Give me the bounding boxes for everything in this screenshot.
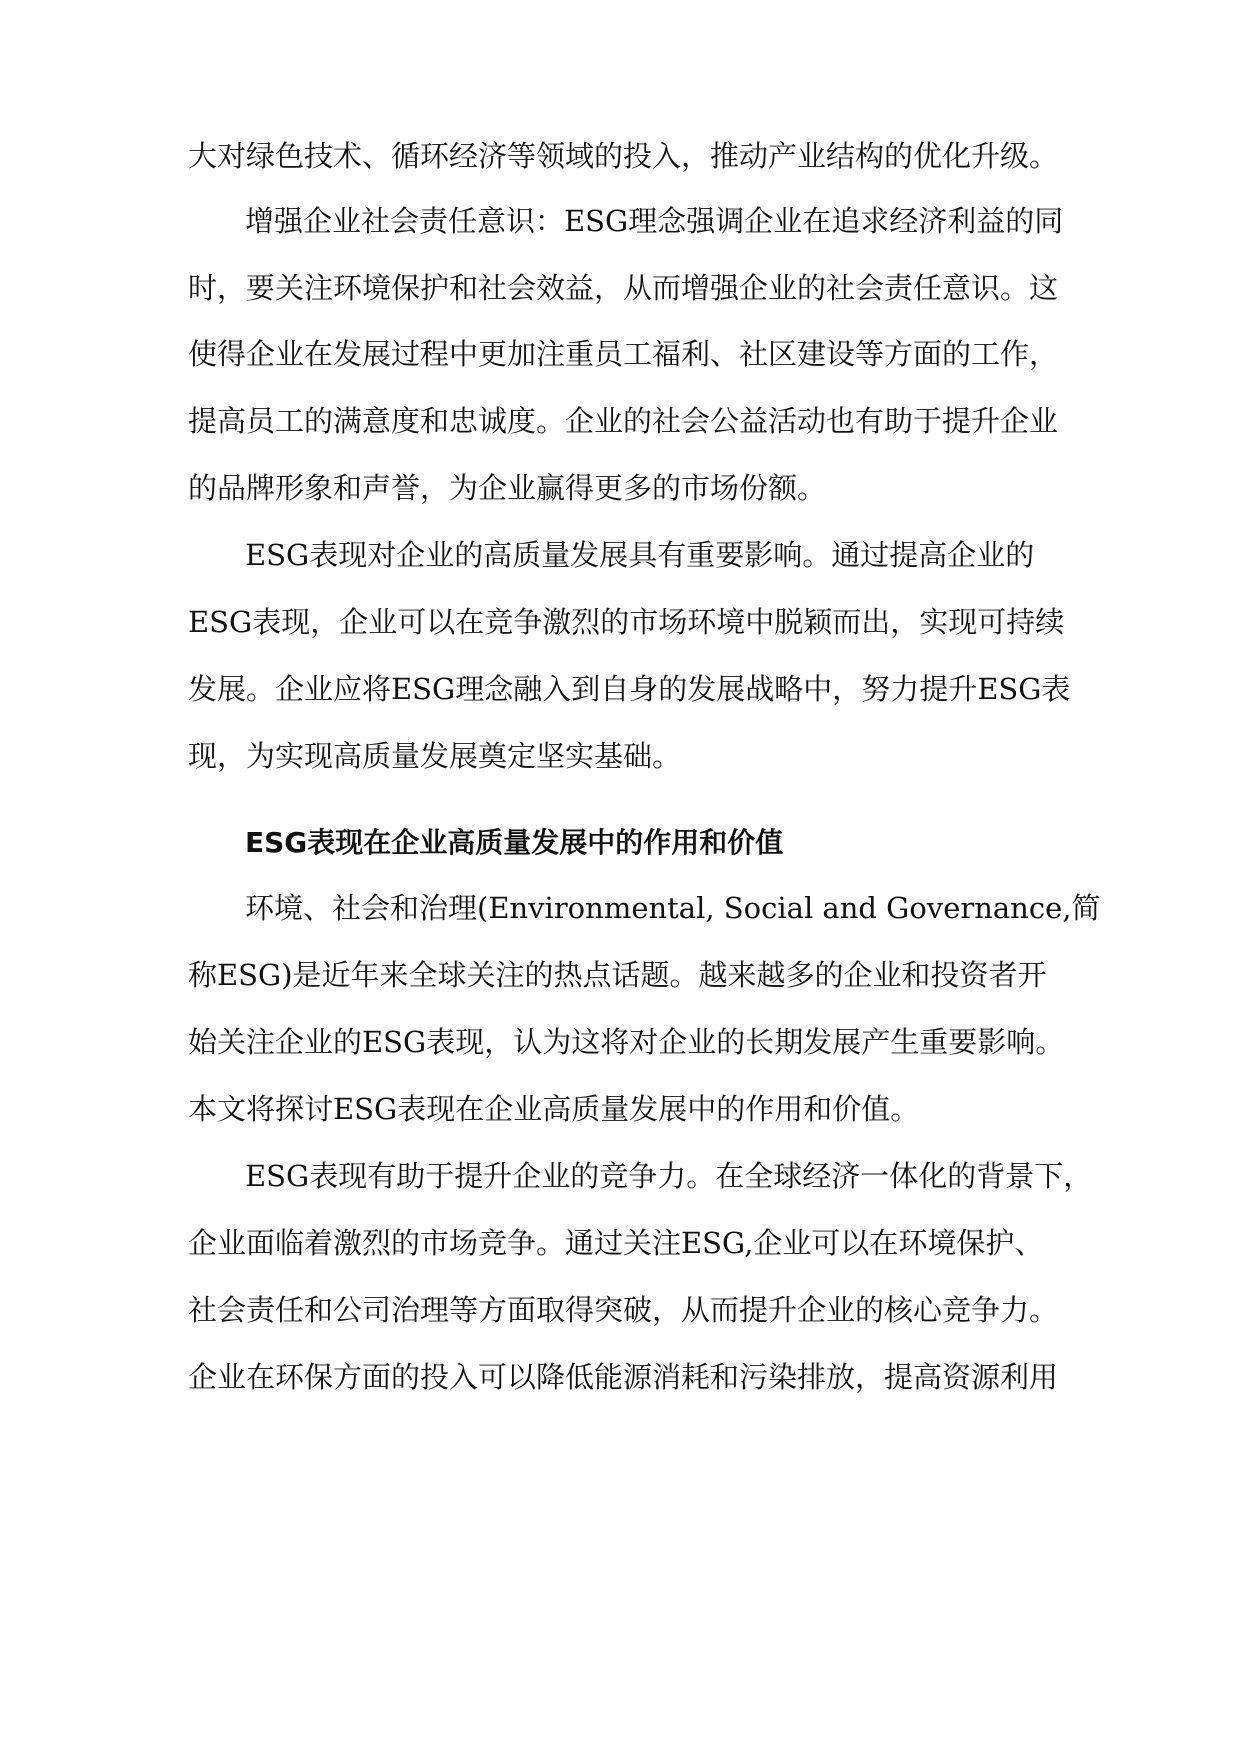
section-heading: ESG表现在企业高质量发展中的作用和价值	[245, 826, 784, 859]
paragraph-line: 的品牌形象和声誉，为企业赢得更多的市场份额。	[188, 471, 827, 505]
paragraph-line: ESG表现，企业可以在竞争激烈的市场环境中脱颖而出，实现可持续	[188, 605, 1065, 639]
paragraph-line: 使得企业在发展过程中更加注重员工福利、社区建设等方面的工作，	[188, 337, 1059, 371]
paragraph-line: 始关注企业的ESG表现，认为这将对企业的长期发展产生重要影响。	[188, 1025, 1065, 1059]
paragraph-line: 企业面临着激烈的市场竞争。通过关注ESG,企业可以在环境保护、	[188, 1226, 1044, 1260]
paragraph-line: 时，要关注环境保护和社会效益，从而增强企业的社会责任意识。这	[188, 271, 1059, 305]
paragraph-line: 称ESG)是近年来全球关注的热点话题。越来越多的企业和投资者开	[188, 958, 1047, 992]
paragraph-line: 社会责任和公司治理等方面取得突破，从而提升企业的核心竞争力。	[188, 1293, 1059, 1327]
paragraph-line: 发展。企业应将ESG理念融入到自身的发展战略中，努力提升ESG表	[188, 672, 1071, 706]
paragraph-line: 增强企业社会责任意识：ESG理念强调企业在追求经济利益的同	[245, 204, 1064, 238]
paragraph-line: 环境、社会和治理(Environmental, Social and Governance,简	[245, 891, 1101, 925]
paragraph-line: ESG表现有助于提升企业的竞争力。在全球经济一体化的背景下，	[245, 1159, 1093, 1193]
paragraph-line: ESG表现对企业的高质量发展具有重要影响。通过提高企业的	[245, 538, 1035, 572]
paragraph-line: 大对绿色技术、循环经济等领域的投入，推动产业结构的优化升级。	[188, 139, 1059, 173]
paragraph-line: 现，为实现高质量发展奠定坚实基础。	[188, 739, 682, 773]
paragraph-line: 企业在环保方面的投入可以降低能源消耗和污染排放，提高资源利用	[188, 1360, 1059, 1394]
paragraph-line: 本文将探讨ESG表现在企业高质量发展中的作用和价值。	[188, 1092, 920, 1126]
paragraph-line: 提高员工的满意度和忠诚度。企业的社会公益活动也有助于提升企业	[188, 404, 1059, 438]
